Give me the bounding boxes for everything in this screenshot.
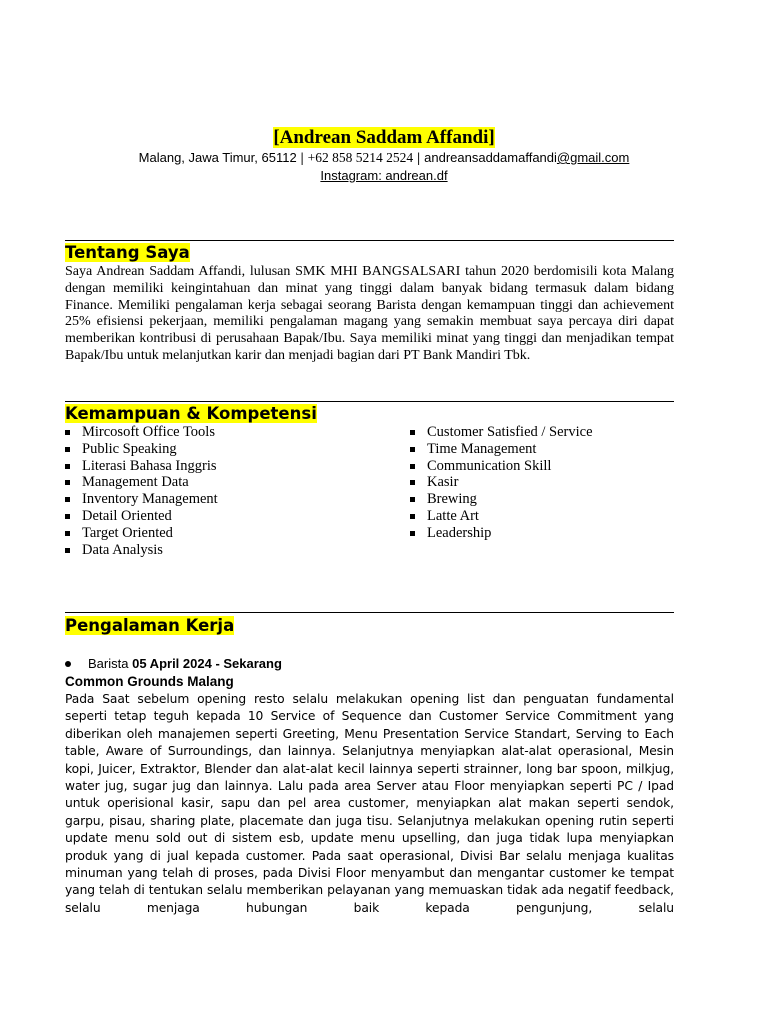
job-entry bbox=[65, 656, 674, 917]
list-item: Kasir bbox=[409, 474, 593, 491]
about-text: Saya Andrean Saddam Affandi, lulusan SMK MHI BANGSALSARI tahun 2020 berdomisili kota Malang dengan memiliki keingintahuan dan minat yang tinggi dalam banyak bidang termasuk dalam bidang Finance. Memiliki pengalaman kerja sebagai seorang Barista dengan kemampuan tinggi dan achievement 25% efisiensi pekerjaan, memiliki pengalaman magang yang semakin membuat saya percaya diri dapat memberikan kontribusi di perusahaan Bapak/Ibu. Saya memiliki minat yang tinggi dan menjadikan tempat Bapak/Ibu untuk melanjutkan karir dan menjadi bagian dari PT Bank Mandiri Tbk. bbox=[65, 264, 674, 363]
candidate-name: [Andrean Saddam Affandi] bbox=[273, 127, 495, 148]
list-item: Latte Art bbox=[409, 508, 593, 525]
address: Malang, Jawa Timur, 65112 bbox=[138, 150, 297, 165]
list-item: Time Management bbox=[409, 441, 593, 458]
job-description: Pada Saat sebelum opening resto selalu melakukan opening list dan penguatan fundamental seperti tetap teguh kepada 10 Service of Sequence dan Customer Service Commitment yang diberikan oleh manajemen seperti Greeting, Menu Presentation Service Standart, Serving to Each table, Aware of Surroundings, dan lainnya. Selanjutnya menyiapkan alat-alat operasional, Mesin kopi, Juicer, Extraktor, Blender dan alat-alat kecil lainnya seperti strainner, long bar spoon, milkjug, water jug, sugar jug dan lainnya. Lalu pada area Server atau Floor menyiapkan seperti PC / Ipad untuk operisional kasir, sapu dan pel area customer, menyiapkan alat makan seperti sendok, garpu, pisau, sharing plate, placemate dan juga tisu. Selanjutnya melakukan opening rutin seperti update menu sold out di sistem esb, update menu upselling, dan juga tidak lupa menyiapkan produk yang di jual kepada customer. Pada saat operasional, Divisi Bar selalu menjaga kualitas minuman yang telah di proses, pada Divisi Floor menyambut dan mengantar customer ke tempat yang telah di tentukan selalu memberikan pelayanan yang memuaskan tidak ada negatif feedback, selalu menjaga hubungan baik kepada pengunjung, selalu bbox=[65, 692, 674, 915]
email-link[interactable]: @gmail.com bbox=[556, 150, 630, 165]
separator: | bbox=[300, 150, 304, 165]
job-date: 05 April 2024 - Sekarang bbox=[132, 656, 282, 671]
separator: | bbox=[417, 150, 421, 165]
email-user: andreansaddamaffandi bbox=[424, 150, 557, 165]
list-item: Data Analysis bbox=[64, 542, 218, 559]
list-item: Brewing bbox=[409, 491, 593, 508]
skills-list-left bbox=[64, 424, 218, 558]
list-item: Management Data bbox=[64, 474, 218, 491]
list-item: Customer Satisfied / Service bbox=[409, 424, 593, 441]
list-item: Communication Skill bbox=[409, 458, 593, 475]
instagram-link[interactable]: Instagram: andrean.df bbox=[320, 168, 448, 183]
job-title-line bbox=[65, 656, 674, 672]
list-item: Mircosoft Office Tools bbox=[64, 424, 218, 441]
about-heading: Tentang Saya bbox=[65, 243, 190, 262]
list-item: Detail Oriented bbox=[64, 508, 218, 525]
job-title: Barista bbox=[88, 656, 129, 671]
company-name: Common Grounds Malang bbox=[65, 674, 234, 689]
list-item: Leadership bbox=[409, 525, 593, 542]
instagram-line bbox=[0, 168, 768, 184]
list-item: Literasi Bahasa Inggris bbox=[64, 458, 218, 475]
experience-heading: Pengalaman Kerja bbox=[65, 616, 235, 635]
section-divider bbox=[65, 612, 674, 613]
list-item: Inventory Management bbox=[64, 491, 218, 508]
section-divider bbox=[65, 240, 674, 241]
section-divider bbox=[65, 401, 674, 402]
list-item: Target Oriented bbox=[64, 525, 218, 542]
contact-line bbox=[0, 150, 768, 166]
skills-list-right bbox=[409, 424, 593, 542]
skills-heading: Kemampuan & Kompetensi bbox=[65, 404, 317, 423]
phone: +62 858 5214 2524 bbox=[307, 150, 414, 165]
list-item: Public Speaking bbox=[64, 441, 218, 458]
